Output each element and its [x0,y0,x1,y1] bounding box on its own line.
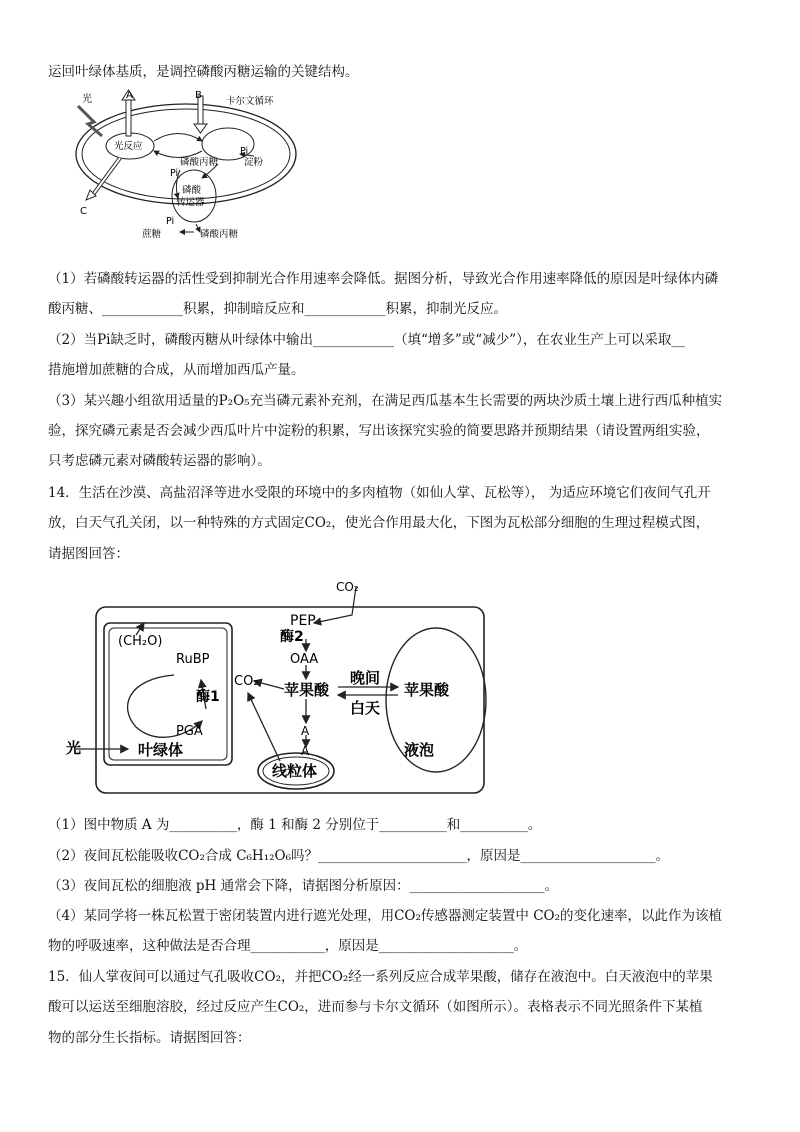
cam-a2: A [301,744,310,758]
fig1-pi-1: Pi [240,146,249,157]
cam-vacuole: 液泡 [404,741,435,759]
fig1-triose-1: 磷酸丙糖 [180,157,219,168]
fig1-light-reaction-label: 光反应 [114,141,143,152]
q13-p1-line1: （1）若磷酸转运器的活性受到抑制光合作用速率会降低。据图分析，导致光合作用速率降低的原因是叶绿体内磷 [48,271,719,287]
figure-cam-cell [66,575,496,803]
cam-ch2o: (CH₂O) [118,634,163,649]
cam-a1: A [301,724,310,738]
figure-phosphate-transporter-svg [68,86,298,242]
cam-pep: PEP [290,613,316,629]
fig1-transporter-line1: 磷酸 [182,185,202,196]
q14-q1: （1）图中物质 A 为__________，酶 1 和酶 2 分别位于__________和__________。 [48,817,542,833]
q14-q2: （2）夜间瓦松能吸收CO₂合成 C₆H₁₂O₆吗？______________________，原因是____________________。 [48,848,670,864]
cam-enzyme2: 酶2 [280,629,304,645]
q14-line1: 14．生活在沙漠、高盐沼泽等进水受限的环境中的多肉植物（如仙人掌、瓦松等）， 为适应环境它们夜间气孔开 [48,485,711,501]
cam-mitochondrion: 线粒体 [272,762,318,780]
q14-line3: 请据图回答： [48,546,129,562]
cam-malic-right: 苹果酸 [404,681,450,699]
intro-line: 运回叶绿体基质，是调控磷酸丙糖运输的关键结构。 [48,64,359,80]
fig1-light-label: 光 [82,94,92,105]
q14-line2: 放，白天气孔关闭，以一种特殊的方式固定CO₂，使光合作用最大化，下图为瓦松部分细胞的生理过程模式图， [48,515,710,531]
q15-line3: 物的部分生长指标。请据图回答： [48,1030,251,1046]
cam-oaa: OAA [290,652,319,667]
vacuole [386,628,486,772]
q14-q4-line2: 物的呼吸速率，这种做法是否合理___________，原因是____________________。 [48,938,528,954]
q13-p3-line2: 验，探究磷元素是否会减少西瓜叶片中淀粉的积累，写出该探究实验的简要思路并预期结果（请设置两组实验， [48,423,710,439]
fig1-starch-label: 淀粉 [244,157,264,168]
fig1-label-c: C [80,206,87,217]
q13-p3-line3: 只考虑磷元素对磷酸转运器的影响）。 [48,453,271,469]
fig1-calvin-label: 卡尔文循环 [226,96,274,107]
fig1-label-a: A [126,90,133,101]
cam-night: 晚间 [350,669,381,687]
q15-line1: 15．仙人掌夜间可以通过气孔吸收CO₂，并把CO₂经一系列反应合成苹果酸，储存在液泡中。白天液泡中的苹果 [48,969,713,985]
fig1-sucrose-label: 蔗糖 [142,229,162,240]
fig1-pi-3: Pi [166,216,175,227]
q13-p3-line1: （3）某兴趣小组欲用适量的P₂O₅充当磷元素补充剂，在满足西瓜基本生长需要的两块沙质土壤上进行西瓜种植实 [48,393,723,409]
figure-cam-cell-svg [66,575,496,803]
figure-phosphate-transporter [68,86,298,242]
phosphate-transporter [172,170,216,222]
q13-p2-line1: （2）当Pi缺乏时，磷酸丙糖从叶绿体中输出____________（填“增多”或“减少”），在农业生产上可以采取__ [48,332,685,348]
cam-day: 白天 [350,699,381,717]
cam-co2-mid: CO₂ [234,674,259,689]
cam-light: 光 [66,739,82,757]
cam-rubp: RuBP [176,652,210,667]
fig1-transporter-line2: 转运器 [176,197,205,208]
cam-co2-top: CO₂ [336,580,359,594]
q15-line2: 酸可以运送至细胞溶胶，经过反应产生CO₂，进而参与卡尔文循环（如图所示）。表格表示不同光照条件下某植 [48,999,703,1015]
fig1-label-b: B [195,90,202,101]
q14-q4-line1: （4）某同学将一株瓦松置于密闭装置内进行遮光处理，用CO₂传感器测定装置中 CO₂的变化速率，以此作为该植 [48,908,722,924]
q13-p1-line2: 酸丙糖、____________积累，抑制暗反应和____________积累，抑制光反应。 [48,301,507,317]
cam-malic-left: 苹果酸 [284,681,330,699]
cam-pga: PGA [176,724,203,739]
fig1-triose-2: 磷酸丙糖 [200,229,239,240]
q13-p2-line2: 措施增加蔗糖的合成，从而增加西瓜产量。 [48,362,305,378]
cam-chloroplast: 叶绿体 [138,741,184,759]
q14-q3: （3）夜间瓦松的细胞液 pH 通常会下降，请据图分析原因：____________________。 [48,878,559,894]
fig1-pi-2: Pi [170,168,179,179]
cam-enzyme1: 酶1 [196,689,220,705]
